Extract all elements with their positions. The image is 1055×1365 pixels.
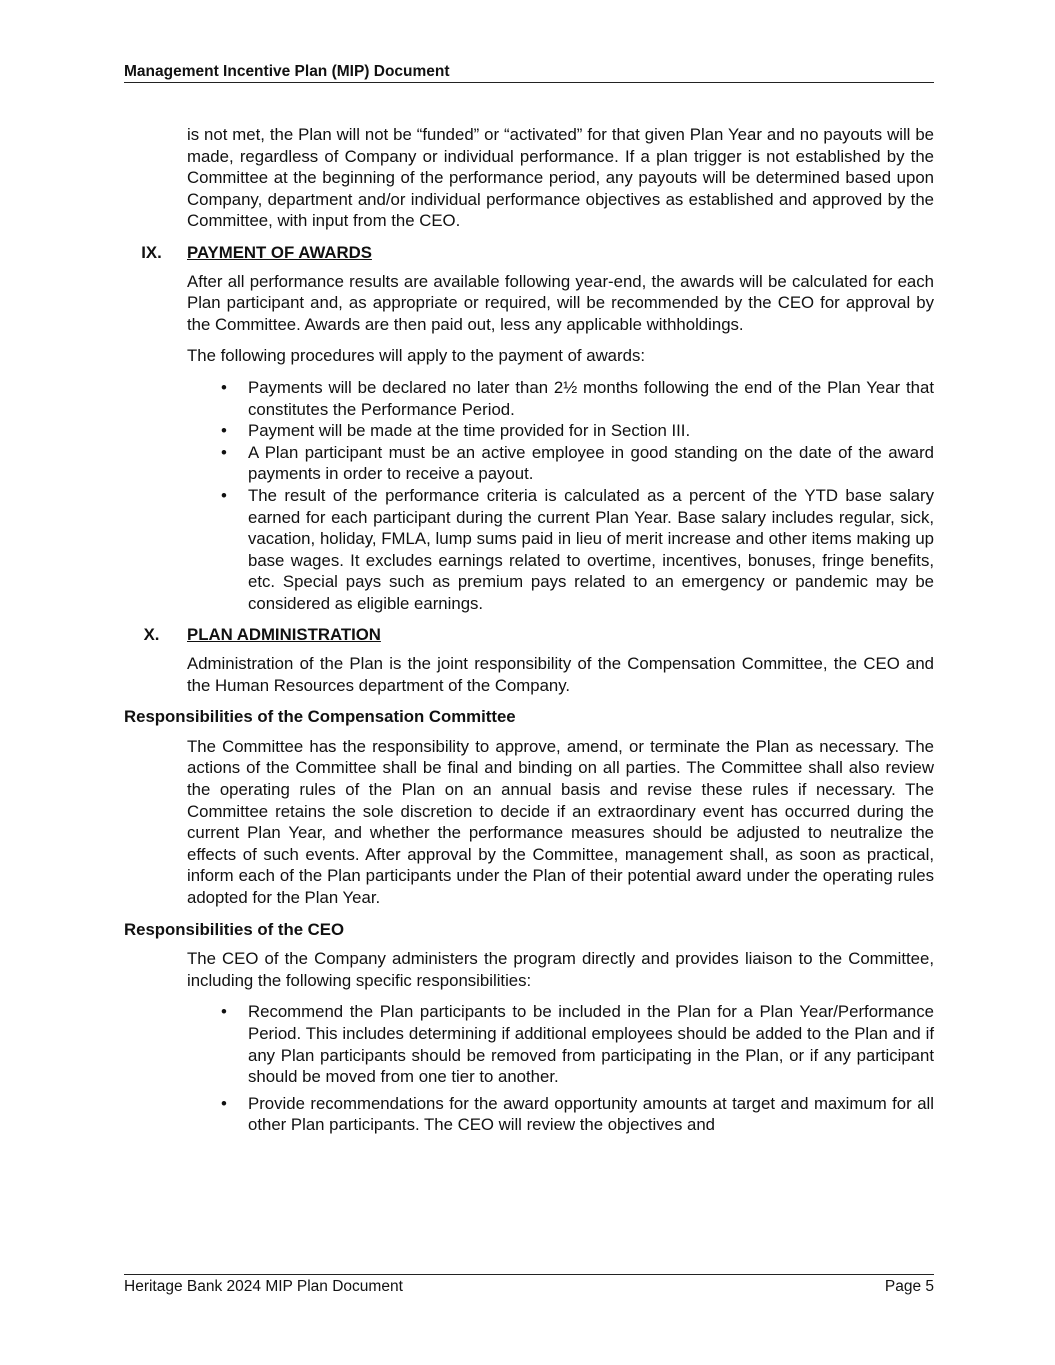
list-item-text: A Plan participant must be an active employee in good standing on the date of the award payments in order to receive a payout.	[248, 442, 934, 484]
list-item	[221, 1093, 934, 1136]
payment-procedures-list	[187, 377, 934, 615]
page-number: Page 5	[884, 1278, 934, 1295]
bullet-icon: •	[221, 1002, 227, 1022]
list-item	[221, 377, 934, 420]
list-item-text: Payment will be made at the time provided for in Section III.	[248, 421, 691, 441]
list-item	[221, 420, 934, 442]
page-footer	[124, 1274, 934, 1296]
section-ix-heading	[124, 242, 934, 264]
page-body	[124, 124, 934, 1146]
list-item-text: Payments will be declared no later than 2½ months following the end of the Plan Year that constitutes the Performance Period.	[248, 377, 934, 419]
section-x-number: X.	[143, 625, 160, 645]
section-x-title: PLAN ADMINISTRATION	[187, 625, 381, 645]
bullet-icon: •	[221, 485, 227, 505]
list-item-text: Recommend the Plan participants to be included in the Plan for a Plan Year/Performance Period. This includes determining if additional employees should be added to the Plan and if any Plan participants should be removed from participating in the Plan, or if any participant should be moved from one tier to another.	[248, 1002, 934, 1087]
bullet-icon: •	[221, 421, 227, 441]
intro-paragraph: is not met, the Plan will not be “funded” or “activated” for that given Plan Year and no payouts will be made, regardless of Company or individual performance. If a plan trigger is not established by the Committee at the beginning of the performance period, any payouts will be determined based upon Company, department and/or individual performance objectives as established and approved by the Committee, with input from the CEO.	[187, 125, 934, 231]
ceo-responsibilities-paragraph: The CEO of the Company administers the program directly and provides liaison to the Committee, including the following specific responsibilities:	[187, 949, 934, 990]
list-item	[221, 442, 934, 485]
list-item	[221, 1001, 934, 1087]
section-x-paragraph-1: Administration of the Plan is the joint responsibility of the Compensation Committee, the CEO and the Human Resources department of the Company.	[187, 654, 934, 695]
section-ix-title: PAYMENT OF AWARDS	[187, 242, 372, 262]
ceo-responsibilities-list	[187, 1001, 934, 1136]
committee-responsibilities-paragraph: The Committee has the responsibility to approve, amend, or terminate the Plan as necessary. The actions of the Committee shall be final and binding on all parties. The Committee shall also review the operating rules of the Plan on an annual basis and revise these rules if necessary. The Committee retains the sole discretion to decide if an extraordinary event has occurred during the current Plan Year, and whether the performance measures should be adjusted to neutralize the effects of such events. After approval by the Committee, management shall, as soon as practical, inform each of the Plan participants under the Plan of their potential award under the operating rules adopted for the Plan Year.	[187, 736, 934, 907]
bullet-icon: •	[221, 442, 227, 462]
bullet-icon: •	[221, 1093, 227, 1113]
section-ix-paragraph-2: The following procedures will apply to the payment of awards:	[187, 346, 645, 366]
document-title: Management Incentive Plan (MIP) Document	[124, 63, 450, 80]
section-ix-paragraph-1: After all performance results are available following year-end, the awards will be calculated for each Plan participant and, as appropriate or required, will be recommended by the CEO for approval by the Committee. Awards are then paid out, less any applicable withholdings.	[187, 271, 934, 334]
footer-document-name: Heritage Bank 2024 MIP Plan Document	[124, 1278, 403, 1295]
section-ix-number: IX.	[141, 242, 162, 262]
bullet-icon: •	[221, 377, 227, 397]
list-item	[221, 485, 934, 615]
section-x-heading	[124, 624, 934, 646]
page-header	[124, 63, 934, 83]
committee-responsibilities-heading: Responsibilities of the Compensation Committee	[124, 707, 516, 727]
list-item-text: The result of the performance criteria is calculated as a percent of the YTD base salary earned for each participant during the current Plan Year. Base salary includes regular, sick, vacation, holiday, FMLA, lump sums paid in lieu of merit increase and other items making up base wages. It excludes earnings related to overtime, incentives, bonuses, fringe benefits, etc. Special pays such as premium pays related to an emergency or pandemic may be considered as eligible earnings.	[248, 485, 934, 613]
list-item-text: Provide recommendations for the award opportunity amounts at target and maximum for all other Plan participants. The CEO will review the objectives and	[248, 1093, 934, 1135]
ceo-responsibilities-heading: Responsibilities of the CEO	[124, 919, 345, 939]
